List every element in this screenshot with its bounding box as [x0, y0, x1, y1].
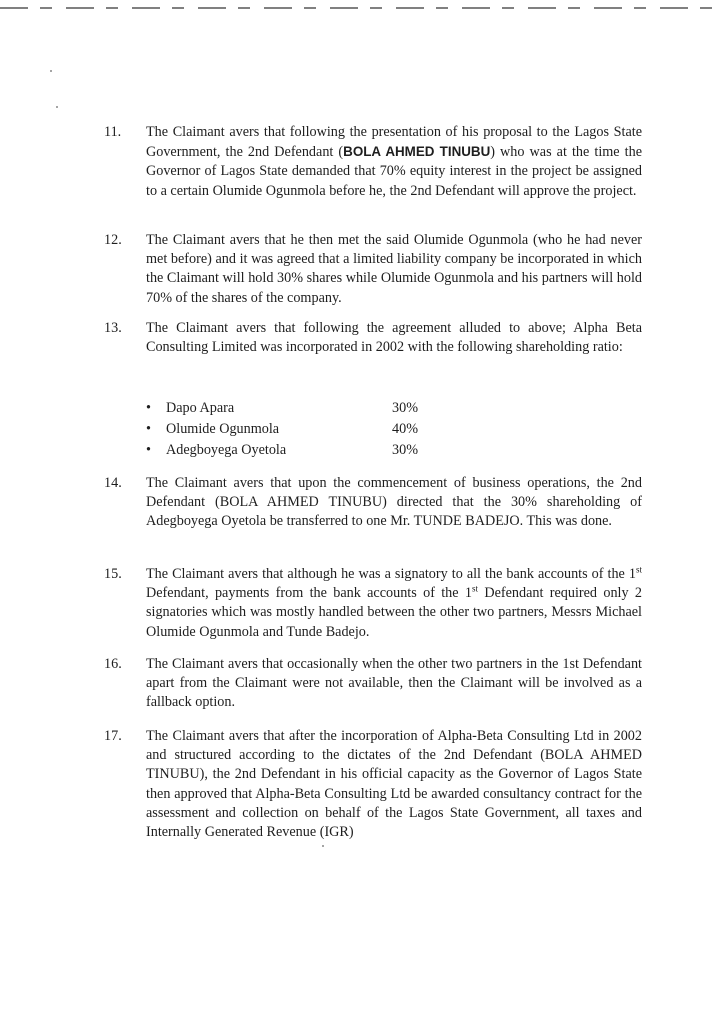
- paragraph-16: The Claimant avers that occasionally when the other two partners in the 1st Defendant apart from the Claimant were not available, then the Claimant will be involved as a fallback option.: [146, 656, 642, 711]
- paragraph-11: [146, 123, 642, 201]
- shareholding-list: [146, 399, 466, 462]
- bullet-icon: •: [146, 421, 151, 437]
- shareholder-percent: 30%: [392, 400, 419, 416]
- paragraph-15: [146, 565, 642, 642]
- paragraph-14: The Claimant avers that upon the commencement of business operations, the 2nd Defendant (BOLA AHMED TINUBU) directed that the 30% shareholding of Adegboyega Oyetola be transferred to one Mr. TUNDE BADEJO. This was done.: [146, 475, 642, 530]
- paragraph-text: Defendant required only 2 signatories which was mostly handled between the other two partners, Messrs Michael Olumide Ogunmola and Tunde Badejo.: [146, 585, 642, 640]
- shareholder-name: Olumide Ogunmola: [166, 421, 280, 437]
- ordinal-suffix: st: [635, 564, 642, 575]
- defendant-name-bold: BOLA AHMED TINUBU: [343, 144, 491, 160]
- list-item: [146, 399, 466, 420]
- paragraph-number: 15.: [104, 566, 122, 582]
- paragraph-number: 17.: [104, 728, 122, 744]
- shareholder-percent: 40%: [392, 421, 419, 437]
- bullet-icon: •: [146, 400, 151, 416]
- paragraph-text: The Claimant avers that following the presentation of his proposal to the Lagos State Government, the 2nd Defendant (: [146, 124, 642, 161]
- paragraph-number: 13.: [104, 320, 122, 336]
- shareholder-name: Dapo Apara: [166, 400, 235, 416]
- paragraph-text: ) who was at the time the Governor of Lagos State demanded that 70% equity interest in the project be assigned to a certain Olumide Ogunmola before he, the 2nd Defendant will approve the project.: [146, 144, 643, 199]
- bullet-icon: •: [146, 442, 151, 458]
- scan-speck: [56, 106, 58, 108]
- list-item: [146, 420, 466, 441]
- paragraph-number: 14.: [104, 475, 122, 491]
- paragraph-number: 12.: [104, 232, 122, 248]
- shareholder-name: Adegboyega Oyetola: [166, 442, 287, 458]
- paragraph-13: The Claimant avers that following the agreement alluded to above; Alpha Beta Consulting Limited was incorporated in 2002 with the following shareholding ratio:: [146, 320, 642, 356]
- list-item: [146, 441, 466, 462]
- scan-top-rule: [0, 7, 724, 9]
- paragraph-17: The Claimant avers that after the incorporation of Alpha-Beta Consulting Ltd in 2002 and structured according to the dictates of the 2nd Defendant (BOLA AHMED TINUBU), the 2nd Defendant in his official capacity as the Governor of Lagos State then approved that Alpha-Beta Consulting Ltd be awarded consultancy contract for the assessment and collection on behalf of the Lagos State Government, all taxes and Internally Generated Revenue (IGR): [146, 728, 642, 841]
- paragraph-number: 16.: [104, 656, 122, 672]
- shareholder-percent: 30%: [392, 442, 419, 458]
- paragraph-text: Defendant, payments from the bank accounts of the 1: [146, 585, 472, 602]
- paragraph-text: The Claimant avers that although he was a signatory to all the bank accounts of the 1: [146, 566, 636, 582]
- paragraph-12: The Claimant avers that he then met the said Olumide Ogunmola (who he had never met before) and it was agreed that a limited liability company be incorporated in which the Claimant will hold 30% shares while Olumide Ogunmola and his partners will hold 70% of the shares of the company.: [146, 232, 642, 306]
- scan-speck: [50, 70, 52, 72]
- paragraph-number: 11.: [104, 124, 122, 140]
- scan-speck: [322, 845, 324, 847]
- ordinal-suffix: st: [472, 583, 479, 594]
